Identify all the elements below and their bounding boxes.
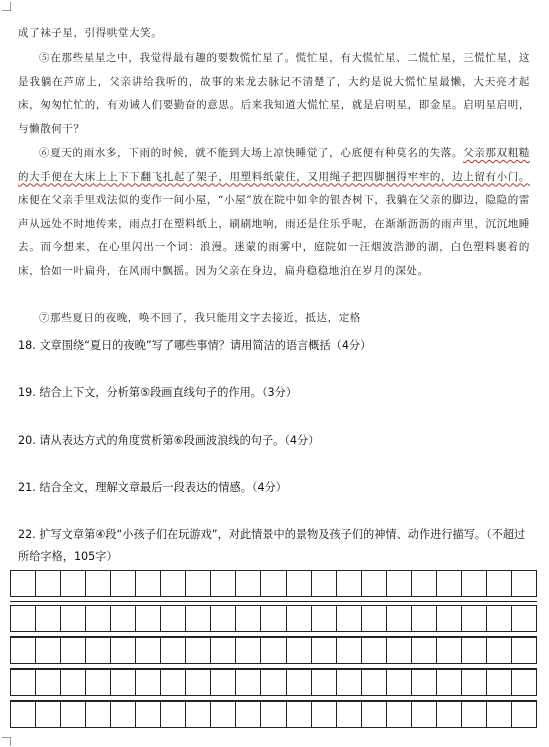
answer-grid-cell[interactable] — [487, 571, 512, 596]
answer-grid-cell[interactable] — [412, 702, 437, 727]
answer-grid-cell[interactable] — [512, 606, 536, 631]
answer-grid-cell[interactable] — [462, 571, 487, 596]
answer-grid-cell[interactable] — [161, 638, 186, 663]
answer-grid-cell[interactable] — [86, 702, 111, 727]
answer-grid-row[interactable] — [10, 605, 537, 632]
answer-grid-cell[interactable] — [462, 606, 487, 631]
answer-grid-cell[interactable] — [462, 638, 487, 663]
answer-grid-cell[interactable] — [236, 702, 261, 727]
answer-grid-cell[interactable] — [236, 670, 261, 695]
answer-grid-row[interactable] — [10, 637, 537, 664]
question-22: 22. 扩写文章第④段“小孩子们在玩游戏”，对此情景中的景物及孩子们的神情、动作进行描写。（不超过所给字格，105字） — [18, 528, 526, 563]
paragraph-6-end: 床便在父亲手里戏法似的变作一间小屋，“小屋”放在院中如伞的银杏树下，我躺在父亲的脚边，隐隐的雷声从远处不时地传来，雨点打在塑料纸上，刷刷地响，雨还是住乐乎呢，在渐渐沥沥的雨声里，沉沉地睡去。而今想来，在心里闪出一个词：浪漫。迷蒙的雨雾中，庭院如一汪烟波浩渺的湖，白色塑料裹着的床，恰如一叶扁舟，在风雨中飘摇。因为父亲在身边，扁舟稳稳地泊在岁月的深处。 — [18, 194, 530, 277]
paragraph-6-start: ⑥夏天的雨水多，下雨的时候，就不能到大场上凉快睡觉了，心底便有种莫名的失落。 — [39, 147, 464, 159]
answer-grid-cell[interactable] — [412, 571, 437, 596]
answer-grid-cell[interactable] — [462, 670, 487, 695]
answer-grid-cell[interactable] — [287, 571, 312, 596]
answer-grid-cell[interactable] — [261, 606, 286, 631]
answer-grid-cell[interactable] — [337, 670, 362, 695]
answer-grid-cell[interactable] — [462, 702, 487, 727]
answer-grid-cell[interactable] — [512, 670, 536, 695]
answer-grid-row[interactable] — [10, 570, 537, 597]
answer-grid-cell[interactable] — [11, 571, 36, 596]
answer-grid-cell[interactable] — [362, 638, 387, 663]
answer-grid-cell[interactable] — [287, 702, 312, 727]
answer-grid-cell[interactable] — [61, 606, 86, 631]
answer-grid-cell[interactable] — [362, 571, 387, 596]
passage-paragraph-5 — [18, 47, 530, 141]
answer-grid-cell[interactable] — [437, 571, 462, 596]
answer-grid-cell[interactable] — [111, 670, 136, 695]
passage-paragraph-7 — [18, 307, 530, 331]
answer-grid-cell[interactable] — [11, 702, 36, 727]
answer-grid-cell[interactable] — [412, 606, 437, 631]
answer-grid-cell[interactable] — [312, 638, 337, 663]
answer-grid-cell[interactable] — [312, 606, 337, 631]
answer-grid-cell[interactable] — [136, 638, 161, 663]
answer-grid-cell[interactable] — [437, 670, 462, 695]
answer-grid-row[interactable] — [10, 701, 537, 728]
grid-divider — [10, 601, 537, 602]
answer-grid-cell[interactable] — [111, 702, 136, 727]
answer-grid-cell[interactable] — [261, 670, 286, 695]
answer-grid-cell[interactable] — [337, 702, 362, 727]
answer-grid-cell[interactable] — [36, 638, 61, 663]
answer-grid-cell[interactable] — [136, 606, 161, 631]
paragraph-6-wavy-sentence: 父亲那双粗糙的大手便在大床上上下下翻飞扎起了架子，用塑料纸蒙住，又用绳子把四脚捆得牢牢的，边上留有小门。 — [18, 147, 530, 183]
paragraph-5-text: ⑤在那些星星之中，我觉得最有趣的要数慌忙星了。慌忙星，有大慌忙星、二慌忙星，三慌忙星，这是我躺在芦席上，父亲讲给我听的，故事的来龙去脉记不清楚了，大约是说大慌忙星最懒，大天亮才起床，匆匆忙忙的，有劝诫人们要勤奋的意思。后来我知道大慌忙星，就是启明星，即金星。启明星启明，与懒散何干？ — [18, 52, 530, 135]
answer-grid-cell[interactable] — [86, 638, 111, 663]
answer-grid-cell[interactable] — [136, 670, 161, 695]
answer-grid-cell[interactable] — [111, 638, 136, 663]
crop-mark-bottom-left — [2, 737, 11, 746]
answer-grid-cell[interactable] — [86, 670, 111, 695]
paragraph-7-text: ⑦那些夏日的夜晚，唤不回了，我只能用文字去接近，抵达，定格 — [39, 312, 361, 324]
passage-paragraph-6 — [18, 142, 530, 284]
question-20: 20. 请从表达方式的角度赏析第⑥段画波浪线的句子。（4分） — [18, 434, 320, 447]
question-21: 21. 结合全文，理解文章最后一段表达的情感。（4分） — [18, 481, 287, 494]
answer-grid-cell[interactable] — [387, 606, 412, 631]
answer-grid-cell[interactable] — [437, 702, 462, 727]
crop-mark-top-left — [2, 2, 11, 11]
answer-grid-cell[interactable] — [36, 606, 61, 631]
answer-grid-cell[interactable] — [11, 606, 36, 631]
answer-grid-cell[interactable] — [236, 571, 261, 596]
question-18: 18. 文章围绕“夏日的夜晚”写了哪些事情？请用简洁的语言概括（4分） — [18, 339, 372, 352]
answer-grid-cell[interactable] — [337, 571, 362, 596]
answer-grid-cell[interactable] — [86, 606, 111, 631]
answer-grid-cell[interactable] — [236, 638, 261, 663]
answer-grid-cell[interactable] — [61, 638, 86, 663]
answer-grid-cell[interactable] — [61, 702, 86, 727]
answer-grid-cell[interactable] — [36, 670, 61, 695]
answer-grid-cell[interactable] — [11, 670, 36, 695]
answer-grid-cell[interactable] — [111, 606, 136, 631]
passage-line-0-text: 成了袜子星，引得哄堂大笑。 — [18, 27, 163, 39]
answer-grid-cell[interactable] — [161, 571, 186, 596]
answer-grid-cell[interactable] — [387, 638, 412, 663]
answer-grid-cell[interactable] — [287, 638, 312, 663]
answer-grid-cell[interactable] — [186, 638, 211, 663]
answer-grid-cell[interactable] — [261, 571, 286, 596]
answer-grid-cell[interactable] — [211, 702, 236, 727]
answer-grid-cell[interactable] — [186, 606, 211, 631]
answer-grid-cell[interactable] — [512, 638, 536, 663]
passage-line-0 — [18, 22, 530, 46]
answer-grid-cell[interactable] — [512, 571, 536, 596]
answer-grid-cell[interactable] — [86, 571, 111, 596]
answer-grid-cell[interactable] — [312, 670, 337, 695]
answer-grid-cell[interactable] — [61, 571, 86, 596]
answer-grid-cell[interactable] — [186, 702, 211, 727]
answer-grid-cell[interactable] — [312, 702, 337, 727]
answer-grid-cell[interactable] — [337, 638, 362, 663]
question-19: 19. 结合上下文，分析第⑤段画直线句子的作用。（3分） — [18, 386, 298, 399]
answer-grid-cell[interactable] — [161, 702, 186, 727]
answer-grid-cell[interactable] — [211, 606, 236, 631]
answer-grid-cell[interactable] — [161, 606, 186, 631]
answer-grid-cell[interactable] — [236, 606, 261, 631]
answer-grid-cell[interactable] — [136, 571, 161, 596]
answer-grid-cell[interactable] — [362, 670, 387, 695]
answer-grid-cell[interactable] — [437, 606, 462, 631]
answer-grid-row[interactable] — [10, 669, 537, 696]
answer-grid-cell[interactable] — [211, 571, 236, 596]
answer-grid-cell[interactable] — [487, 670, 512, 695]
answer-grid-cell[interactable] — [261, 702, 286, 727]
answer-grid-cell[interactable] — [287, 670, 312, 695]
answer-grid-cell[interactable] — [61, 670, 86, 695]
answer-grid-cell[interactable] — [11, 638, 36, 663]
answer-grid-cell[interactable] — [487, 702, 512, 727]
answer-grid-cell[interactable] — [362, 606, 387, 631]
answer-grid-cell[interactable] — [412, 670, 437, 695]
answer-grid-cell[interactable] — [362, 702, 387, 727]
answer-grid-cell[interactable] — [387, 702, 412, 727]
answer-grid-cell[interactable] — [136, 702, 161, 727]
answer-grid-cell[interactable] — [387, 571, 412, 596]
answer-grid-cell[interactable] — [111, 571, 136, 596]
answer-grid-cell[interactable] — [211, 670, 236, 695]
answer-grid-cell[interactable] — [36, 571, 61, 596]
answer-grid-cell[interactable] — [36, 702, 61, 727]
answer-grid-cell[interactable] — [186, 571, 211, 596]
answer-grid-cell[interactable] — [487, 606, 512, 631]
answer-grid-cell[interactable] — [211, 638, 236, 663]
answer-grid-cell[interactable] — [287, 606, 312, 631]
answer-grid-cell[interactable] — [412, 638, 437, 663]
answer-grid-cell[interactable] — [487, 638, 512, 663]
answer-grid-cell[interactable] — [387, 670, 412, 695]
answer-grid-cell[interactable] — [261, 638, 286, 663]
answer-grid-cell[interactable] — [312, 571, 337, 596]
answer-grid-cell[interactable] — [437, 638, 462, 663]
answer-grid-cell[interactable] — [186, 670, 211, 695]
answer-grid-cell[interactable] — [161, 670, 186, 695]
answer-grid-cell[interactable] — [337, 606, 362, 631]
answer-grid-cell[interactable] — [512, 702, 536, 727]
